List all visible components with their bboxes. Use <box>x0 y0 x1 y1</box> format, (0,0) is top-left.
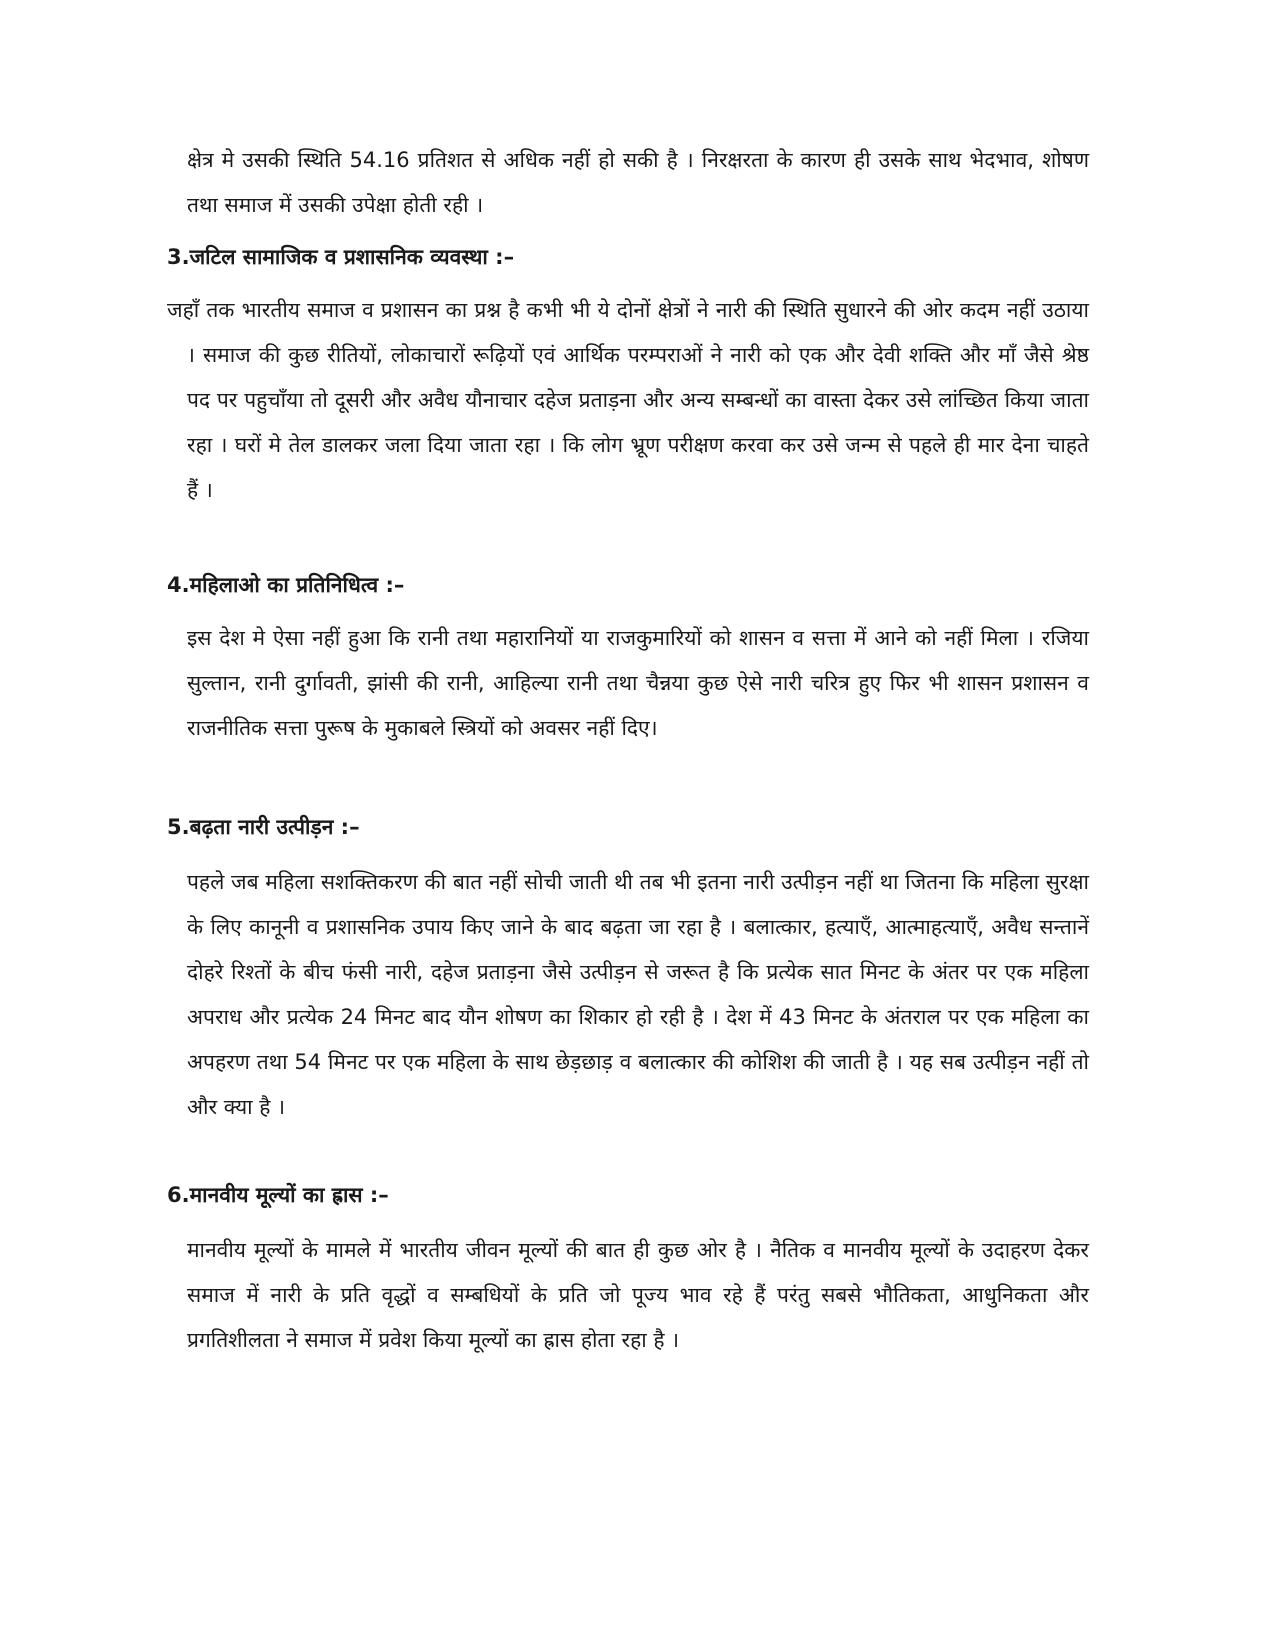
section-5-heading: 5.बढ़ता नारी उत्पीड़न :– <box>167 815 360 839</box>
section-3-heading: 3.जटिल सामाजिक व प्रशासनिक व्यवस्था :– <box>167 245 515 269</box>
section-4-heading: 4.महिलाओ का प्रतिनिधित्व :– <box>167 573 405 597</box>
intro-paragraph: क्षेत्र मे उसकी स्थिति 54.16 प्रतिशत से अधिक नहीं हो सकी है । निरक्षरता के कारण ही उसके साथ भेदभाव, शोषण तथा समाज में उसकी उपेक्षा होती रही । <box>187 148 1089 217</box>
section-6-heading: 6.मानवीय मूल्यों का ह्रास :– <box>167 1183 389 1207</box>
section-5-body: पहले जब महिला सशक्तिकरण की बात नहीं सोची जाती थी तब भी इतना नारी उत्पीड़न नहीं था जितना कि महिला सुरक्षा के लिए कानूनी व प्रशासनिक उपाय किए जाने के बाद बढ़ता जा रहा है । बलात्कार, हत्याएँ, आत्माहत्याएँ, अवैध सन्तानें दोहरे रिश्तों के बीच फंसी नारी, दहेज प्रताड़ना जैसे उत्पीड़न से जरूत है कि प्रत्येक सात मिनट के अंतर पर एक महिला अपराध और प्रत्येक 24 मिनट बाद यौन शोषण का शिकार हो रही है । देश में 43 मिनट के अंतराल पर एक महिला का अपहरण तथा 54 मिनट पर एक महिला के साथ छेड़छाड़ व बलात्कार की कोशिश की जाती है । यह सब उत्पीड़न नहीं तो और क्या है । <box>187 870 1089 1119</box>
section-3-body: जहाँ तक भारतीय समाज व प्रशासन का प्रश्न है कभी भी ये दोनों क्षेत्रों ने नारी की स्थिति सुधारने की ओर कदम नहीं उठाया । समाज की कुछ रीतियों, लोकाचारों रूढ़ियों एवं आर्थिक परम्पराओं ने नारी को एक और देवी शक्ति और माँ जैसे श्रेष्ठ पद पर पहुचाँया तो दूसरी और अवैध यौनाचार दहेज प्रताड़ना और अन्य सम्बन्धों का वास्ता देकर उसे लांच्छित किया जाता रहा । घरों मे तेल डालकर जला दिया जाता रहा । कि लोग भ्रूण परीक्षण करवा कर उसे जन्म से पहले ही मार देना चाहते हैं । <box>167 298 1089 502</box>
section-6-body: मानवीय मूल्यों के मामले में भारतीय जीवन मूल्यों की बात ही कुछ ओर है । नैतिक व मानवीय मूल्यों के उदाहरण देकर समाज में नारी के प्रति वृद्धों व सम्बधियों के प्रति जो पूज्य भाव रहे हैं परंतु सबसे भौतिकता, आधुनिकता और प्रगतिशीलता ने समाज में प्रवेश किया मूल्यों का ह्रास होता रहा है । <box>187 1238 1089 1352</box>
section-4-body: इस देश मे ऐसा नहीं हुआ कि रानी तथा महारानियों या राजकुमारियों को शासन व सत्ता में आने को नहीं मिला । रजिया सुल्तान, रानी दुर्गावती, झांसी की रानी, आहिल्या रानी तथा चैन्नया कुछ ऐसे नारी चरित्र हुए फिर भी शासन प्रशासन व राजनीतिक सत्ता पुरूष के मुकाबले स्त्रियों को अवसर नहीं दिए। <box>187 626 1089 740</box>
